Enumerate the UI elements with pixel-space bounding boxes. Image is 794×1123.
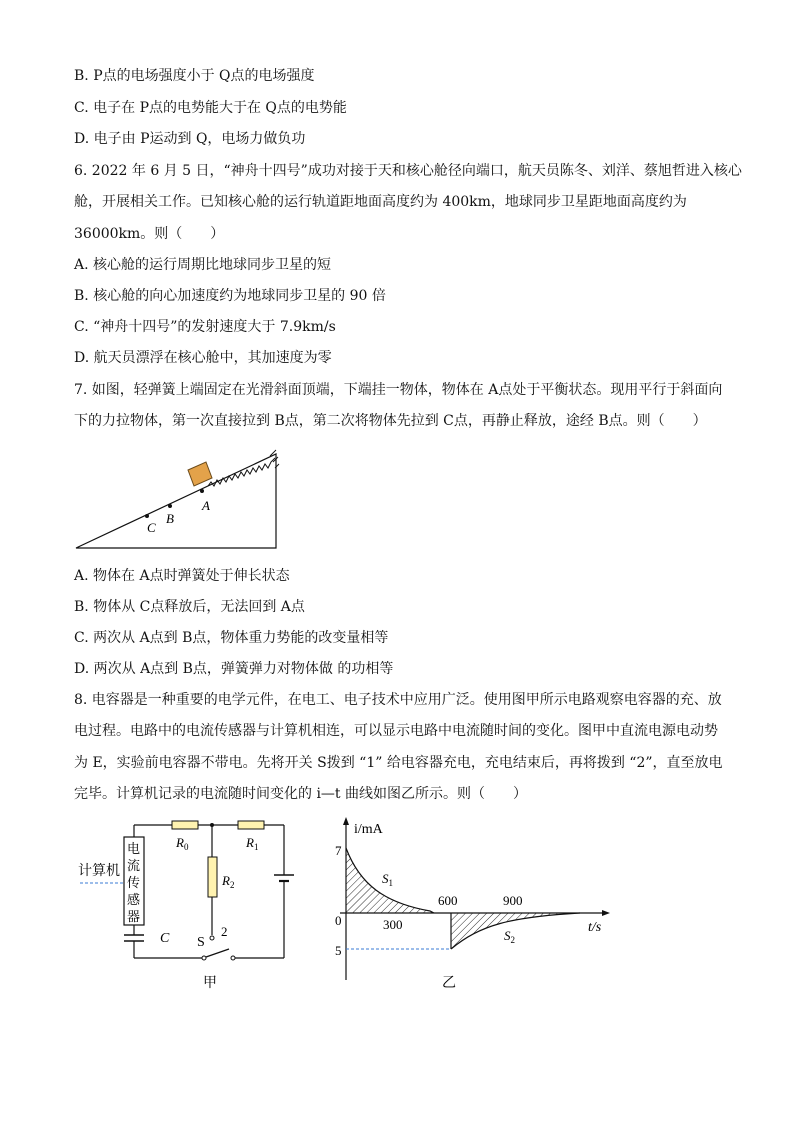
- switch-contact-2: [210, 936, 214, 940]
- label-c: C: [147, 520, 156, 535]
- q6-stem-line-1: 6. 2022 年 6 月 5 日，“神舟十四号”成功对接于天和核心舱径向端口，航天员陈冬、刘洋、蔡旭哲进入核心: [74, 163, 742, 179]
- switch-pivot: [202, 956, 206, 960]
- q7-stem-line-1: 7. 如图，轻弹簧上端固定在光滑斜面顶端，下端挂一物体，物体在 A点处于平衡状态。现用平行于斜面向: [74, 382, 723, 398]
- q8-stem-line-1: 8. 电容器是一种重要的电学元件，在电工、电子技术中应用广泛。使用图甲所示电路观察电容器的充、放: [74, 692, 722, 708]
- r0-label: $R_0$: [176, 835, 189, 852]
- x-tick-600: 600: [438, 893, 458, 908]
- graph-caption: 乙: [442, 976, 456, 991]
- incline-triangle: [76, 454, 276, 548]
- switch-label: S: [197, 935, 205, 950]
- q7-option-a: A. 物体在 A点时弹簧处于伸长状态: [74, 568, 290, 584]
- switch-position-2: 2: [221, 924, 228, 939]
- q8-stem-line-4: 完毕。计算机记录的电流随时间变化的 i—t 曲线如图乙所示。则（ ）: [74, 786, 528, 802]
- x-tick-900: 900: [503, 893, 523, 908]
- discharging-area-s2: [451, 913, 580, 949]
- q7-option-b: B. 物体从 C点释放后，无法回到 A点: [74, 599, 305, 615]
- y-tick-5: 5: [335, 943, 342, 958]
- origin-label: 0: [335, 913, 342, 928]
- sensor-char-1: 电: [127, 841, 141, 856]
- y-axis-arrow: [343, 817, 349, 825]
- capacitor-label: C: [160, 931, 170, 946]
- y-axis-label: i/mA: [354, 822, 383, 837]
- x-tick-300: 300: [383, 917, 403, 932]
- q6-stem-line-3: 36000km。则（ ）: [74, 226, 225, 242]
- q8-stem-line-2: 电过程。电路中的电流传感器与计算机相连，可以显示电路中电流随时间的变化。图甲中直流电源电动势: [74, 723, 718, 739]
- x-axis-arrow: [602, 910, 610, 916]
- q6-stem-line-2: 舱，开展相关工作。已知核心舱的运行轨道距地面高度约为 400km，地球同步卫星距地面高度约为: [74, 194, 687, 210]
- q8-stem-line-3: 为 E，实验前电容器不带电。先将开关 S拨到 “1” 给电容器充电，充电结束后，再将拨到 “2”，直至放电: [74, 755, 723, 771]
- s2-label: $S_2$: [504, 928, 515, 945]
- x-axis-label: t/s: [588, 920, 602, 935]
- sensor-char-4: 感: [127, 892, 141, 907]
- q8-it-graph: [330, 815, 615, 995]
- switch-contact-1: [231, 956, 235, 960]
- y-tick-7: 7: [335, 843, 342, 858]
- q7-stem-line-2: 下的力拉物体，第一次直接拉到 B点，第二次将物体先拉到 C点，再静止释放，途经 B点。则（ ）: [74, 413, 707, 429]
- label-a: A: [202, 498, 210, 513]
- resistor-r2: [208, 857, 217, 897]
- switch-blade: [206, 949, 229, 957]
- r1-label: $R_1$: [246, 835, 259, 852]
- point-c: [145, 514, 149, 518]
- sensor-char-3: 传: [127, 875, 141, 890]
- spring: [208, 458, 275, 486]
- circuit-caption: 甲: [203, 976, 217, 991]
- sensor-char-2: 流: [127, 858, 141, 873]
- q5-option-d: D. 电子由 P运动到 Q，电场力做负功: [74, 131, 306, 147]
- q6-option-b: B. 核心舱的向心加速度约为地球同步卫星的 90 倍: [74, 288, 386, 304]
- label-b: B: [166, 511, 174, 526]
- resistor-r1: [238, 821, 264, 829]
- q7-option-d: D. 两次从 A点到 B点，弹簧弹力对物体做 的功相等: [74, 661, 394, 677]
- q7-incline-figure: [70, 440, 290, 555]
- q7-option-c: C. 两次从 A点到 B点，物体重力势能的改变量相等: [74, 630, 389, 646]
- q6-option-c: C. “神舟十四号”的发射速度大于 7.9km/s: [74, 319, 336, 335]
- sensor-char-5: 器: [127, 909, 141, 924]
- computer-label: 计算机: [78, 864, 120, 879]
- point-b: [168, 504, 172, 508]
- resistor-r0: [172, 821, 198, 829]
- point-a: [200, 489, 204, 493]
- q5-option-c: C. 电子在 P点的电势能大于在 Q点的电势能: [74, 100, 347, 116]
- r2-label: $R_2$: [222, 873, 235, 890]
- q5-option-b: B. P点的电场强度小于 Q点的电场强度: [74, 68, 315, 84]
- q6-option-d: D. 航天员漂浮在核心舱中，其加速度为零: [74, 350, 332, 366]
- block: [188, 462, 212, 486]
- s1-label: $S_1$: [382, 871, 393, 888]
- q8-circuit-diagram: [76, 815, 298, 995]
- q6-option-a: A. 核心舱的运行周期比地球同步卫星的短: [74, 257, 332, 273]
